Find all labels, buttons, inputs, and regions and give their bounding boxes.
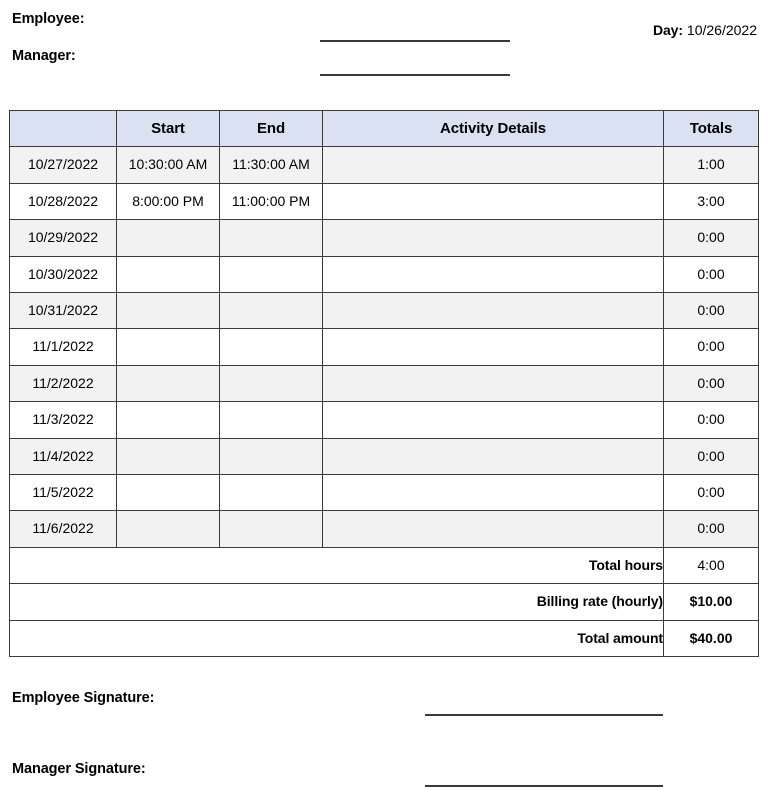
day-label: Day: [652,22,683,38]
timesheet-table-container [9,110,758,657]
entry-date-cell: 10/29/2022 [10,220,117,256]
entry-start-cell[interactable] [117,511,220,547]
entry-date-cell: 10/27/2022 [10,147,117,183]
table-header-row [10,111,759,147]
entry-end-cell[interactable] [220,293,323,329]
entry-end-cell[interactable] [220,438,323,474]
entry-activity-details-cell[interactable] [323,438,664,474]
employee-name-write-line[interactable] [320,40,510,42]
entry-start-cell[interactable] [117,220,220,256]
entry-date-cell: 11/2/2022 [10,365,117,401]
entry-total-cell[interactable]: 0:00 [664,293,759,329]
entry-start-cell[interactable] [117,402,220,438]
table-row [10,365,759,401]
entry-date-cell: 10/30/2022 [10,256,117,292]
document-header [0,0,768,95]
manager-label: Manager: [12,48,76,64]
table-row [10,329,759,365]
entry-start-cell[interactable] [117,365,220,401]
entry-start-cell[interactable] [117,256,220,292]
entry-end-cell[interactable] [220,511,323,547]
entry-activity-details-cell[interactable] [323,256,664,292]
entry-end-cell[interactable] [220,475,323,511]
entry-date-cell: 11/6/2022 [10,511,117,547]
entry-end-cell[interactable] [220,402,323,438]
entry-date-cell: 10/31/2022 [10,293,117,329]
column-header-start: Start [117,111,220,147]
summary-row [10,584,759,620]
entry-total-cell[interactable]: 3:00 [664,183,759,219]
entry-activity-details-cell[interactable] [323,183,664,219]
entry-total-cell[interactable]: 1:00 [664,147,759,183]
summary-label: Total amount [10,620,664,656]
table-row [10,475,759,511]
entry-date-cell: 11/1/2022 [10,329,117,365]
table-row [10,438,759,474]
entry-end-cell[interactable]: 11:00:00 PM [220,183,323,219]
entry-total-cell[interactable]: 0:00 [664,329,759,365]
entry-activity-details-cell[interactable] [323,511,664,547]
employee-signature-label: Employee Signature: [12,690,155,706]
table-row [10,293,759,329]
entry-activity-details-cell[interactable] [323,220,664,256]
employee-signature-line[interactable] [425,714,663,716]
entry-start-cell[interactable]: 8:00:00 PM [117,183,220,219]
entry-total-cell[interactable]: 0:00 [664,511,759,547]
table-body [10,147,759,657]
entry-start-cell[interactable] [117,438,220,474]
summary-value[interactable]: $10.00 [664,584,759,620]
entry-activity-details-cell[interactable] [323,293,664,329]
table-row [10,183,759,219]
entry-date-cell: 11/3/2022 [10,402,117,438]
entry-end-cell[interactable] [220,365,323,401]
manager-name-write-line[interactable] [320,74,510,76]
entry-start-cell[interactable] [117,475,220,511]
table-row [10,256,759,292]
timesheet-table [9,110,759,657]
entry-date-cell: 11/4/2022 [10,438,117,474]
entry-start-cell[interactable]: 10:30:00 AM [117,147,220,183]
entry-end-cell[interactable]: 11:30:00 AM [220,147,323,183]
summary-label: Total hours [10,547,664,583]
entry-start-cell[interactable] [117,329,220,365]
table-row [10,511,759,547]
entry-start-cell[interactable] [117,293,220,329]
manager-signature-line[interactable] [425,785,663,787]
table-row [10,147,759,183]
entry-total-cell[interactable]: 0:00 [664,475,759,511]
entry-activity-details-cell[interactable] [323,402,664,438]
entry-total-cell[interactable]: 0:00 [664,402,759,438]
manager-signature-label: Manager Signature: [12,761,146,777]
entry-end-cell[interactable] [220,329,323,365]
day-field [653,22,757,38]
entry-activity-details-cell[interactable] [323,329,664,365]
table-row [10,220,759,256]
entry-activity-details-cell[interactable] [323,475,664,511]
column-header-totals: Totals [664,111,759,147]
summary-value[interactable]: $40.00 [664,620,759,656]
summary-label: Billing rate (hourly) [10,584,664,620]
day-value: 10/26/2022 [686,22,757,38]
column-header-activity: Activity Details [323,111,664,147]
table-header [10,111,759,147]
signature-section [0,660,768,790]
entry-total-cell[interactable]: 0:00 [664,365,759,401]
column-header-end: End [220,111,323,147]
entry-end-cell[interactable] [220,256,323,292]
summary-row [10,620,759,656]
entry-end-cell[interactable] [220,220,323,256]
entry-total-cell[interactable]: 0:00 [664,220,759,256]
entry-total-cell[interactable]: 0:00 [664,438,759,474]
entry-total-cell[interactable]: 0:00 [664,256,759,292]
entry-activity-details-cell[interactable] [323,365,664,401]
entry-date-cell: 10/28/2022 [10,183,117,219]
column-header-date [10,111,117,147]
entry-date-cell: 11/5/2022 [10,475,117,511]
entry-activity-details-cell[interactable] [323,147,664,183]
summary-row [10,547,759,583]
table-row [10,402,759,438]
employee-label: Employee: [12,11,85,27]
summary-value[interactable]: 4:00 [664,547,759,583]
